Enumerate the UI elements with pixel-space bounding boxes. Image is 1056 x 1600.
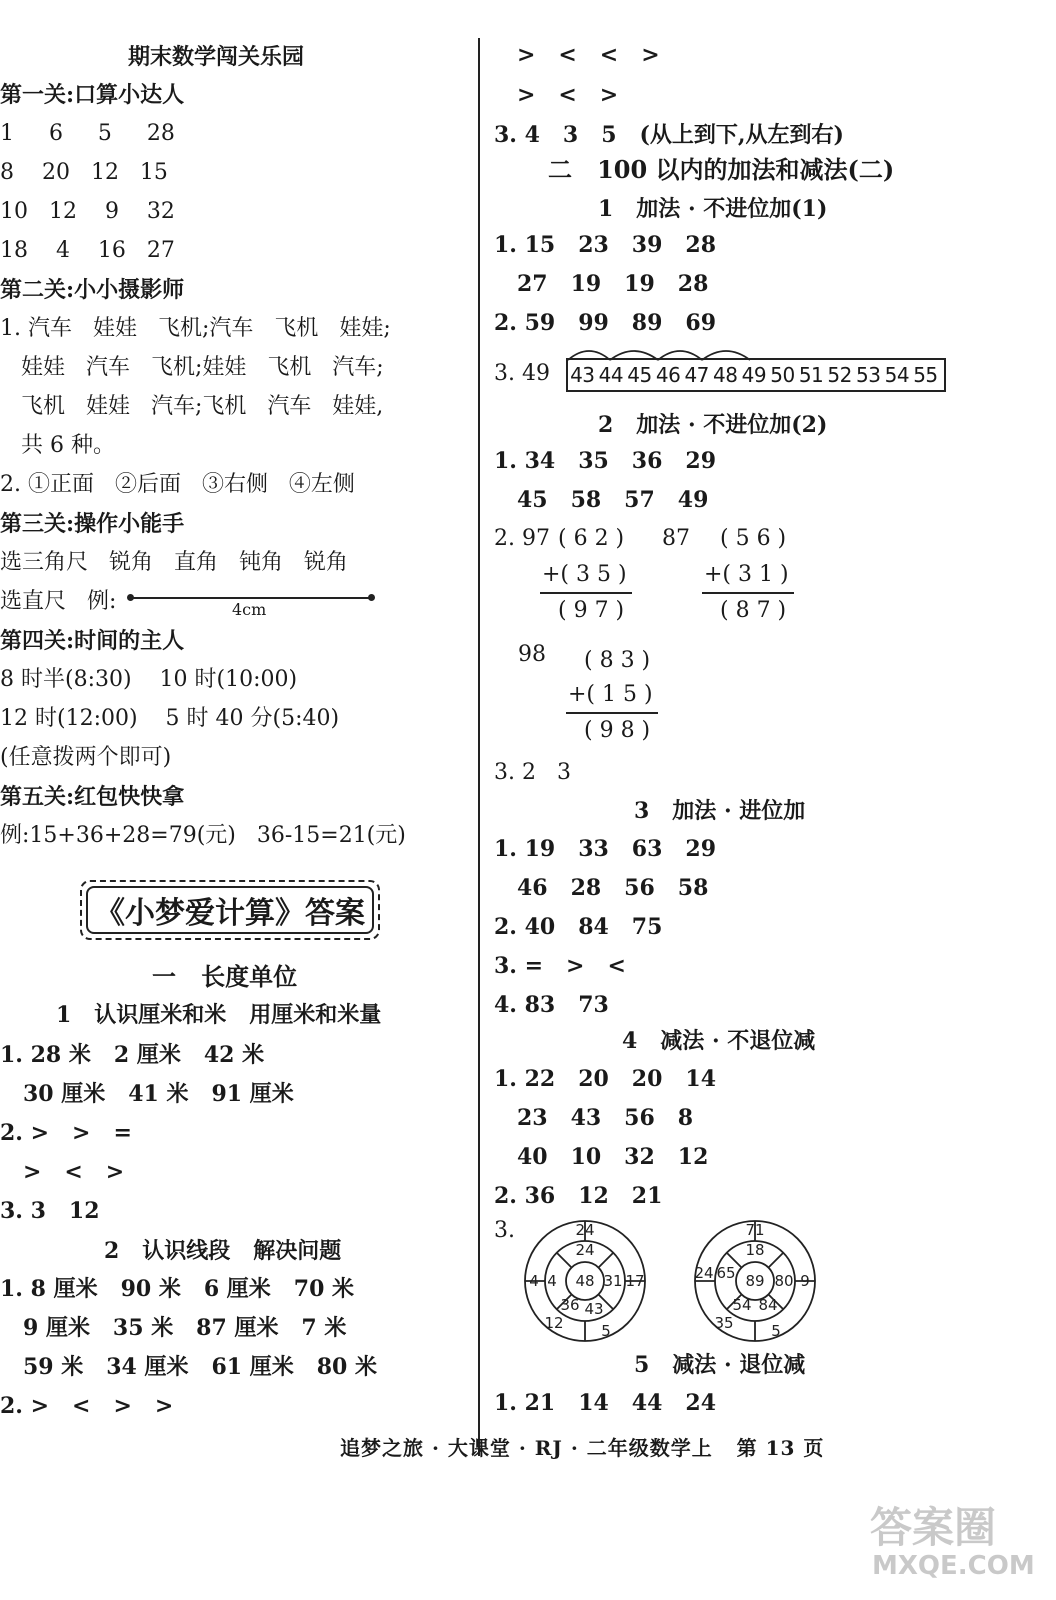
vert-add-a-top: ( 6 2 ) <box>558 526 625 551</box>
wheel1-center: 48 <box>575 1272 595 1290</box>
vert-add-c-sum: ( 9 8 ) <box>584 718 651 743</box>
page-footer: 追梦之旅 · 大课堂 · RJ · 二年级数学上 第 13 页 <box>340 1436 825 1460</box>
vert-add-b-sum: ( 8 7 ) <box>720 598 787 623</box>
left-line-17: (任意拨两个即可) <box>0 745 172 770</box>
watermark-text-cn: 答案圈 <box>870 1503 997 1552</box>
left-line-15: 8 时半(8:30) 10 时(10:00) <box>0 667 298 692</box>
vert-add-b-addend: +( 3 1 ) <box>704 562 789 587</box>
vert-add-a-sum: ( 9 7 ) <box>558 598 625 623</box>
left-line-10: 2. ①正面 ②后面 ③右侧 ④左侧 <box>0 472 355 497</box>
wheel2-inner-2: 84 <box>758 1296 778 1314</box>
left-line-6: 1. 汽车 娃娃 飞机;汽车 飞机 娃娃; <box>0 316 391 341</box>
left-line-4: 18 4 16 27 <box>0 238 175 263</box>
r-l4-q3-label: 3. <box>494 1218 515 1243</box>
answer-banner <box>80 880 380 940</box>
vert-add-a-bar <box>540 592 632 594</box>
r-l4-line-1: 23 43 56 8 <box>494 1105 694 1131</box>
r-l2-q2-label: 2. 97 <box>494 526 550 551</box>
right-top-line-0: > < < > <box>494 42 660 68</box>
number-line-tick-12: 55 <box>913 363 938 387</box>
lesson2-line-0: 1. 8 厘米 90 米 6 厘米 70 米 <box>0 1276 355 1302</box>
left-line-9: 共 6 种。 <box>0 433 115 458</box>
number-line-tick-8: 51 <box>798 363 824 387</box>
vert-add-c-label: 98 <box>518 642 546 667</box>
lesson1-title: 1 认识厘米和米 用厘米和米量 <box>56 1002 382 1028</box>
r-l3-line-2: 2. 40 84 75 <box>494 914 663 940</box>
number-line <box>566 358 946 392</box>
lesson2-line-1: 9 厘米 35 米 87 厘米 7 米 <box>0 1315 347 1341</box>
wheel2-center: 89 <box>745 1272 765 1290</box>
wheel2-inner-4: 65 <box>716 1264 736 1282</box>
segment-endpoint-end <box>368 594 375 601</box>
wheel1-outer-2: 5 <box>601 1322 611 1340</box>
left-line-11: 第三关:操作小能手 <box>0 511 185 537</box>
number-line-tick-2: 45 <box>627 363 652 387</box>
r-l1-line-2: 2. 59 99 89 69 <box>494 310 717 336</box>
left-line-3: 10 12 9 32 <box>0 199 175 224</box>
wheel1-inner-1: 31 <box>603 1272 623 1290</box>
wheel1-outer-0: 24 <box>575 1221 595 1239</box>
lesson2-line-2: 59 米 34 厘米 61 厘米 80 米 <box>0 1354 378 1380</box>
number-line-tick-11: 54 <box>884 363 910 387</box>
wheel1-inner-2: 43 <box>584 1300 604 1318</box>
vert-add-a-addend: +( 3 5 ) <box>542 562 627 587</box>
number-wheel-2 <box>692 1218 818 1344</box>
number-line-tick-9: 52 <box>827 363 852 387</box>
lesson1-line-3: > < > <box>0 1159 125 1185</box>
r-l1-line-0: 1. 15 23 39 28 <box>494 232 717 258</box>
right-top-line-2: 3. 4 3 5 (从上到下,从左到右) <box>494 122 844 148</box>
unit1-title: 一 长度单位 <box>152 962 298 991</box>
site-watermark-logo <box>870 1495 1038 1591</box>
r-lesson3-title: 3 加法 · 进位加 <box>634 798 806 824</box>
wheel1-inner-0: 24 <box>575 1241 595 1259</box>
wheel2-outer-4: 24 <box>694 1264 714 1282</box>
left-line-18: 第五关:红包快快拿 <box>0 784 185 810</box>
number-line-tick-1: 44 <box>598 363 624 387</box>
r-lesson5-title: 5 减法 · 退位减 <box>634 1352 806 1378</box>
r-l2-line-1: 45 58 57 49 <box>494 487 709 513</box>
wheel2-outer-3: 35 <box>714 1314 734 1332</box>
wheel1-inner-3: 36 <box>560 1296 580 1314</box>
lesson1-line-4: 3. 3 12 <box>0 1198 100 1224</box>
column-divider <box>478 38 480 1456</box>
left-line-14: 第四关:时间的主人 <box>0 628 185 654</box>
vert-add-b-label: 87 <box>662 526 690 551</box>
r-lesson2-title: 2 加法 · 不进位加(2) <box>598 412 828 438</box>
number-line-tick-0: 43 <box>570 363 595 387</box>
r-lesson1-title: 1 加法 · 不进位加(1) <box>598 196 828 222</box>
wheel2-inner-1: 80 <box>774 1272 794 1290</box>
vert-add-c-top: ( 8 3 ) <box>584 648 651 673</box>
vert-add-c-bar <box>566 712 658 714</box>
unit2-title: 二 100 以内的加法和减法(二) <box>548 155 895 184</box>
r-l5-line-0: 1. 21 14 44 24 <box>494 1390 717 1416</box>
segment-length-label: 4cm <box>232 600 267 619</box>
line-segment-example <box>130 597 372 599</box>
wheel1-outer-4: 4 <box>529 1272 539 1290</box>
number-wheel-1 <box>522 1218 648 1344</box>
vert-add-b-top: ( 5 6 ) <box>720 526 787 551</box>
wheel2-outer-2: 5 <box>771 1322 781 1340</box>
lesson1-line-0: 1. 28 米 2 厘米 42 米 <box>0 1042 265 1068</box>
lesson2-line-3: 2. > < > > <box>0 1393 174 1419</box>
r-l1-line-1: 27 19 19 28 <box>494 271 709 297</box>
r-lesson4-title: 4 减法 · 不退位减 <box>622 1028 816 1054</box>
r-l3-line-4: 4. 83 73 <box>494 992 609 1018</box>
wheel1-outer-1: 17 <box>625 1272 645 1290</box>
r-l3-line-3: 3. = > < <box>494 953 626 979</box>
number-line-tick-10: 53 <box>856 363 881 387</box>
left-line-16: 12 时(12:00) 5 时 40 分(5:40) <box>0 706 340 731</box>
r-l2-q3: 3. 2 3 <box>494 760 571 785</box>
left-line-2: 8 20 12 15 <box>0 160 168 185</box>
r-l3-line-1: 46 28 56 58 <box>494 875 709 901</box>
wheel2-inner-3: 54 <box>732 1296 752 1314</box>
left-line-12: 选三角尺 锐角 直角 钝角 锐角 <box>0 550 348 575</box>
left-line-13: 选直尺 例: <box>0 589 117 614</box>
wheel2-outer-1: 9 <box>800 1272 810 1290</box>
left-line-5: 第二关:小小摄影师 <box>0 277 185 303</box>
segment-endpoint-start <box>127 594 134 601</box>
number-line-tick-5: 48 <box>713 363 738 387</box>
r-l4-line-3: 2. 36 12 21 <box>494 1183 663 1209</box>
r-l2-line-0: 1. 34 35 36 29 <box>494 448 717 474</box>
r-l4-line-0: 1. 22 20 20 14 <box>494 1066 717 1092</box>
right-top-line-1: > < > <box>494 82 619 108</box>
lesson1-line-2: 2. > > = <box>0 1120 132 1146</box>
wheel1-outer-5: 4 <box>547 1272 557 1290</box>
wheel1-outer-3: 12 <box>544 1314 564 1332</box>
left-line-19: 例:15+36+28=79(元) 36-15=21(元) <box>0 823 406 848</box>
left-line-7: 娃娃 汽车 飞机;娃娃 飞机 汽车; <box>0 355 384 380</box>
lesson1-line-1: 30 厘米 41 米 91 厘米 <box>0 1081 294 1107</box>
left-line-1: 1 6 5 28 <box>0 121 175 146</box>
lesson2-title: 2 认识线段 解决问题 <box>104 1238 342 1264</box>
number-line-tick-7: 50 <box>770 363 795 387</box>
left-line-0: 第一关:口算小达人 <box>0 82 185 108</box>
number-line-tick-6: 49 <box>741 363 767 387</box>
r-l1-q3-label: 3. 49 <box>494 361 550 386</box>
number-line-tick-4: 47 <box>684 363 709 387</box>
banner-text: 《小梦爱计算》答案 <box>95 896 365 931</box>
left-line-8: 飞机 娃娃 汽车;飞机 汽车 娃娃, <box>0 394 384 419</box>
watermark-text-en: MXQE.COM <box>872 1551 1035 1581</box>
wheel2-inner-0: 18 <box>745 1241 765 1259</box>
page-title: 期末数学闯关乐园 <box>128 44 305 70</box>
r-l3-line-0: 1. 19 33 63 29 <box>494 836 717 862</box>
number-line-ticks <box>568 363 940 387</box>
wheel2-outer-0: 71 <box>745 1221 765 1239</box>
number-line-tick-3: 46 <box>655 363 681 387</box>
vert-add-c-addend: +( 1 5 ) <box>568 682 653 707</box>
r-l4-line-2: 40 10 32 12 <box>494 1144 709 1170</box>
vert-add-b-bar <box>702 592 794 594</box>
